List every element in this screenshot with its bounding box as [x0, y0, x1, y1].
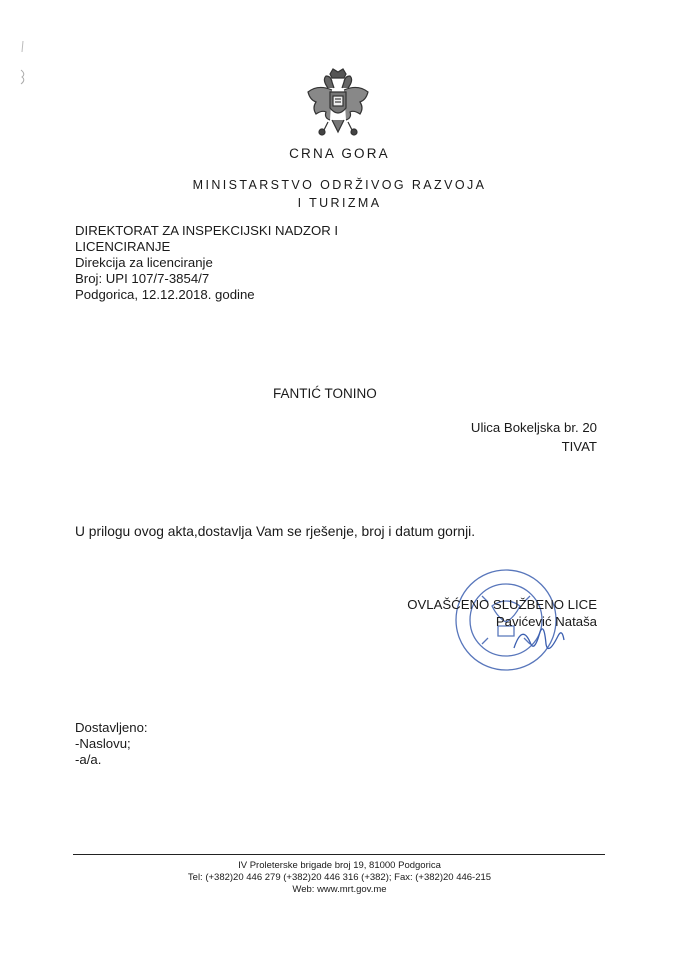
footer-address: IV Proleterske brigade broj 19, 81000 Podgorica	[238, 860, 441, 871]
footer-divider	[73, 854, 605, 855]
ministry-name	[0, 176, 679, 212]
signatory-name: Pavićević Nataša	[495, 614, 597, 629]
place-and-date: Podgorica, 12.12.2018. godine	[75, 287, 255, 302]
sender-block	[75, 223, 338, 303]
footer-phones: Tel: (+382)20 446 279 (+382)20 446 316 (+382); Fax: (+382)20 446-215	[187, 872, 492, 883]
scan-mark	[18, 68, 28, 86]
ministry-name-line-1: MINISTARSTVO ODRŽIVOG RAZVOJA	[192, 178, 487, 192]
sender-directorate-line-1: DIREKTORAT ZA INSPEKCIJSKI NADZOR I	[75, 223, 339, 238]
recipient-name: FANTIĆ TONINO	[273, 386, 377, 401]
scan-mark	[18, 40, 28, 54]
coat-of-arms-icon	[300, 66, 376, 142]
handwritten-signature	[508, 618, 568, 662]
reference-number: Broj: UPI 107/7-3854/7	[75, 271, 210, 286]
letter-body: U prilogu ovog akta,dostavlja Vam se rješenje, broj i datum gornji.	[75, 524, 476, 539]
footer	[0, 860, 679, 896]
footer-web: Web: www.mrt.gov.me	[292, 884, 387, 895]
recipient-street: Ulica Bokeljska br. 20	[470, 420, 597, 435]
signature-block	[407, 596, 597, 630]
delivery-item: -a/a.	[75, 752, 102, 767]
ministry-name-line-2: I TURIZMA	[297, 196, 382, 210]
recipient-city: TIVAT	[561, 439, 597, 454]
recipient-address	[471, 418, 597, 456]
delivery-heading: Dostavljeno:	[75, 720, 148, 735]
sender-department: Direkcija za licenciranje	[75, 255, 213, 270]
signatory-title: OVLAŠĆENO SLUŽBENO LICE	[407, 597, 597, 612]
delivery-item: -Naslovu;	[75, 736, 131, 751]
country-name: CRNA GORA	[289, 146, 390, 161]
sender-directorate-line-2: LICENCIRANJE	[75, 239, 171, 254]
delivery-list	[75, 720, 148, 768]
